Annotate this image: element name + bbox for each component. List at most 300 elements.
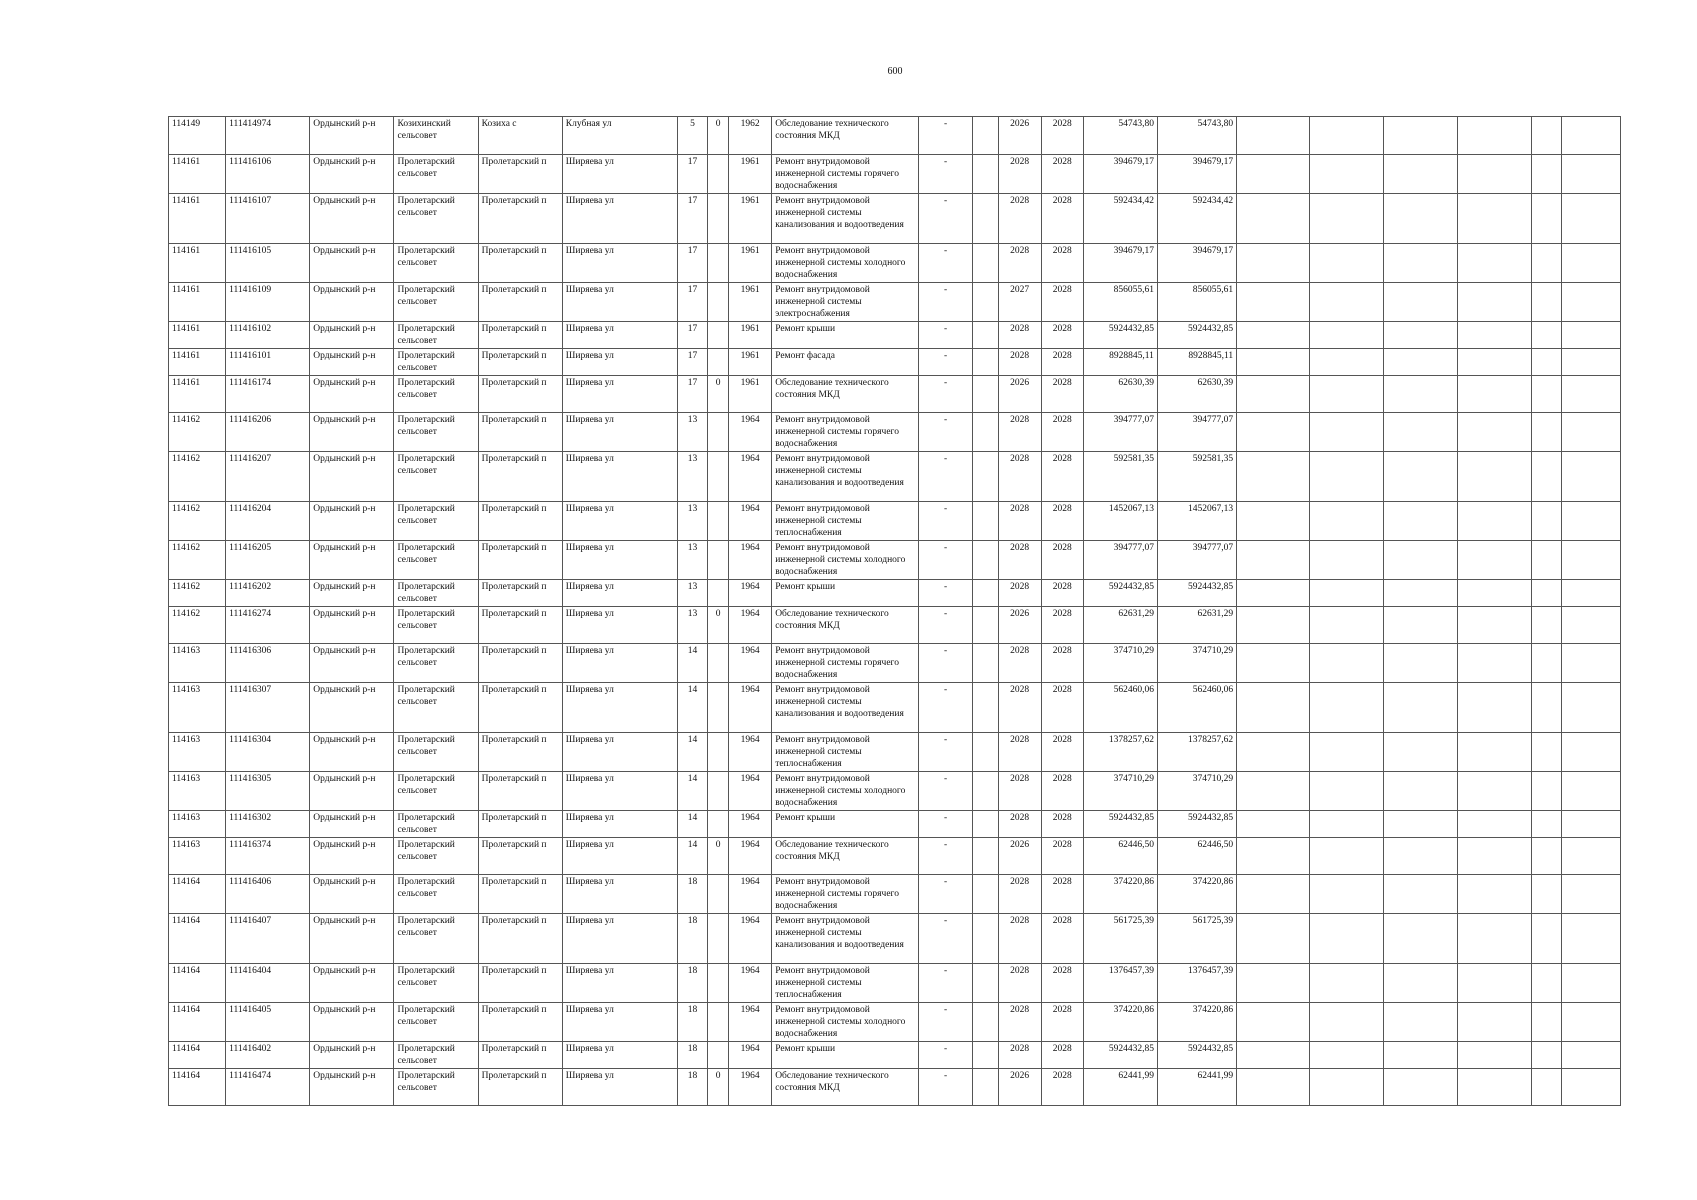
cell-house-number: 17	[678, 155, 708, 194]
table-row	[169, 644, 1621, 683]
cell-extra-6	[1561, 644, 1620, 683]
cell-settlement: Пролетарский п	[478, 772, 562, 811]
cell-extra-3	[1384, 644, 1457, 683]
cell-settlement: Пролетарский п	[478, 733, 562, 772]
cell-record-id: 114163	[169, 811, 226, 838]
cell-object-code: 111416206	[226, 413, 310, 452]
cell-total-cost: 374220,86	[1157, 875, 1236, 914]
cell-end-year: 2028	[1041, 541, 1083, 580]
cell-start-year: 2026	[998, 376, 1041, 413]
cell-street: Ширяева ул	[562, 683, 677, 733]
cell-house-number: 5	[678, 117, 708, 155]
cell-corpus	[708, 283, 729, 322]
cell-extra-1	[1237, 607, 1310, 644]
cell-council: Пролетарский сельсовет	[394, 1003, 478, 1042]
cell-council: Пролетарский сельсовет	[394, 772, 478, 811]
cell-extra-3	[1384, 155, 1457, 194]
cell-year-built: 1961	[729, 155, 772, 194]
cell-extra-3	[1384, 1042, 1457, 1069]
cell-cost: 394679,17	[1083, 155, 1157, 194]
cell-extra-3	[1384, 194, 1457, 244]
cell-total-cost: 374220,86	[1157, 1003, 1236, 1042]
cell-blank	[972, 349, 998, 376]
cell-blank	[972, 452, 998, 502]
cell-extra-5	[1531, 811, 1561, 838]
cell-extra-1	[1237, 541, 1310, 580]
cell-total-cost: 5924432,85	[1157, 1042, 1236, 1069]
cell-dash: -	[919, 838, 972, 875]
cell-extra-1	[1237, 733, 1310, 772]
cell-dash: -	[919, 283, 972, 322]
cell-house-number: 17	[678, 194, 708, 244]
cell-total-cost: 5924432,85	[1157, 811, 1236, 838]
cell-extra-1	[1237, 1069, 1310, 1106]
cell-council: Козихинский сельсовет	[394, 117, 478, 155]
cell-house-number: 14	[678, 772, 708, 811]
cell-district: Ордынский р-н	[310, 283, 394, 322]
cell-extra-6	[1561, 541, 1620, 580]
cell-dash: -	[919, 117, 972, 155]
cell-street: Ширяева ул	[562, 283, 677, 322]
cell-extra-5	[1531, 452, 1561, 502]
cell-settlement: Пролетарский п	[478, 1042, 562, 1069]
cell-extra-6	[1561, 733, 1620, 772]
cell-house-number: 18	[678, 964, 708, 1003]
cell-corpus	[708, 413, 729, 452]
cell-end-year: 2028	[1041, 607, 1083, 644]
cell-council: Пролетарский сельсовет	[394, 452, 478, 502]
cell-object-code: 111416204	[226, 502, 310, 541]
cell-council: Пролетарский сельсовет	[394, 644, 478, 683]
cell-extra-2	[1310, 349, 1384, 376]
cell-extra-1	[1237, 644, 1310, 683]
cell-work-type: Ремонт крыши	[772, 1042, 919, 1069]
cell-extra-6	[1561, 811, 1620, 838]
cell-extra-3	[1384, 875, 1457, 914]
cell-work-type: Ремонт внутридомовой инженерной системы горячего водоснабжения	[772, 155, 919, 194]
cell-end-year: 2028	[1041, 413, 1083, 452]
cell-start-year: 2028	[998, 580, 1041, 607]
cell-record-id: 114164	[169, 1003, 226, 1042]
table-row	[169, 322, 1621, 349]
cell-extra-1	[1237, 349, 1310, 376]
cell-extra-1	[1237, 811, 1310, 838]
cell-extra-6	[1561, 1003, 1620, 1042]
cell-house-number: 17	[678, 244, 708, 283]
cell-extra-6	[1561, 244, 1620, 283]
cell-cost: 374220,86	[1083, 875, 1157, 914]
cell-object-code: 111416306	[226, 644, 310, 683]
cell-extra-1	[1237, 452, 1310, 502]
cell-dash: -	[919, 644, 972, 683]
cell-dash: -	[919, 580, 972, 607]
cell-total-cost: 592581,35	[1157, 452, 1236, 502]
cell-district: Ордынский р-н	[310, 541, 394, 580]
cell-cost: 394777,07	[1083, 413, 1157, 452]
cell-year-built: 1961	[729, 322, 772, 349]
cell-extra-1	[1237, 155, 1310, 194]
cell-year-built: 1964	[729, 811, 772, 838]
cell-extra-5	[1531, 322, 1561, 349]
cell-street: Ширяева ул	[562, 1003, 677, 1042]
cell-total-cost: 394679,17	[1157, 155, 1236, 194]
cell-cost: 62631,29	[1083, 607, 1157, 644]
cell-object-code: 111416405	[226, 1003, 310, 1042]
cell-record-id: 114162	[169, 541, 226, 580]
cell-extra-6	[1561, 283, 1620, 322]
cell-work-type: Ремонт крыши	[772, 580, 919, 607]
cell-object-code: 111416107	[226, 194, 310, 244]
cell-start-year: 2028	[998, 811, 1041, 838]
cell-district: Ордынский р-н	[310, 322, 394, 349]
cell-district: Ордынский р-н	[310, 117, 394, 155]
cell-blank	[972, 322, 998, 349]
cell-extra-4	[1457, 117, 1531, 155]
cell-start-year: 2028	[998, 244, 1041, 283]
cell-corpus	[708, 452, 729, 502]
cell-object-code: 111414974	[226, 117, 310, 155]
cell-work-type: Обследование технического состояния МКД	[772, 607, 919, 644]
cell-extra-2	[1310, 283, 1384, 322]
cell-record-id: 114163	[169, 772, 226, 811]
cell-end-year: 2028	[1041, 875, 1083, 914]
cell-work-type: Обследование технического состояния МКД	[772, 838, 919, 875]
cell-end-year: 2028	[1041, 155, 1083, 194]
cell-object-code: 111416406	[226, 875, 310, 914]
cell-end-year: 2028	[1041, 452, 1083, 502]
cell-year-built: 1964	[729, 502, 772, 541]
cell-council: Пролетарский сельсовет	[394, 1042, 478, 1069]
cell-district: Ордынский р-н	[310, 683, 394, 733]
cell-extra-4	[1457, 452, 1531, 502]
cell-extra-5	[1531, 155, 1561, 194]
cell-extra-4	[1457, 1069, 1531, 1106]
cell-house-number: 18	[678, 1069, 708, 1106]
cell-extra-3	[1384, 452, 1457, 502]
cell-extra-4	[1457, 607, 1531, 644]
cell-dash: -	[919, 322, 972, 349]
cell-settlement: Пролетарский п	[478, 1003, 562, 1042]
cell-extra-5	[1531, 644, 1561, 683]
cell-extra-2	[1310, 811, 1384, 838]
cell-council: Пролетарский сельсовет	[394, 283, 478, 322]
cell-corpus	[708, 683, 729, 733]
cell-corpus	[708, 772, 729, 811]
cell-corpus	[708, 733, 729, 772]
cell-extra-2	[1310, 194, 1384, 244]
cell-council: Пролетарский сельсовет	[394, 964, 478, 1003]
table-row	[169, 194, 1621, 244]
cell-settlement: Пролетарский п	[478, 452, 562, 502]
cell-cost: 62630,39	[1083, 376, 1157, 413]
cell-year-built: 1964	[729, 580, 772, 607]
cell-year-built: 1964	[729, 875, 772, 914]
cell-extra-5	[1531, 580, 1561, 607]
cell-record-id: 114163	[169, 838, 226, 875]
cell-blank	[972, 413, 998, 452]
table-row	[169, 1069, 1621, 1106]
cell-extra-4	[1457, 811, 1531, 838]
cell-extra-4	[1457, 580, 1531, 607]
cell-object-code: 111416101	[226, 349, 310, 376]
cell-street: Ширяева ул	[562, 452, 677, 502]
cell-record-id: 114164	[169, 1069, 226, 1106]
cell-extra-3	[1384, 914, 1457, 964]
cell-work-type: Ремонт внутридомовой инженерной системы канализования и водоотведения	[772, 452, 919, 502]
cell-start-year: 2028	[998, 914, 1041, 964]
cell-extra-2	[1310, 772, 1384, 811]
cell-house-number: 18	[678, 875, 708, 914]
cell-district: Ордынский р-н	[310, 875, 394, 914]
cell-extra-4	[1457, 914, 1531, 964]
cell-council: Пролетарский сельсовет	[394, 541, 478, 580]
cell-total-cost: 5924432,85	[1157, 580, 1236, 607]
cell-work-type: Ремонт крыши	[772, 322, 919, 349]
cell-extra-5	[1531, 413, 1561, 452]
cell-council: Пролетарский сельсовет	[394, 914, 478, 964]
cell-total-cost: 856055,61	[1157, 283, 1236, 322]
cell-house-number: 13	[678, 502, 708, 541]
cell-extra-1	[1237, 1042, 1310, 1069]
cell-total-cost: 592434,42	[1157, 194, 1236, 244]
cell-start-year: 2026	[998, 607, 1041, 644]
cell-object-code: 111416404	[226, 964, 310, 1003]
cell-extra-1	[1237, 580, 1310, 607]
cell-district: Ордынский р-н	[310, 349, 394, 376]
cell-year-built: 1964	[729, 683, 772, 733]
cell-total-cost: 374710,29	[1157, 772, 1236, 811]
cell-extra-6	[1561, 117, 1620, 155]
cell-record-id: 114161	[169, 376, 226, 413]
cell-work-type: Ремонт внутридомовой инженерной системы канализования и водоотведения	[772, 683, 919, 733]
cell-year-built: 1964	[729, 452, 772, 502]
cell-record-id: 114164	[169, 964, 226, 1003]
cell-year-built: 1961	[729, 194, 772, 244]
cell-work-type: Ремонт внутридомовой инженерной системы канализования и водоотведения	[772, 194, 919, 244]
cell-end-year: 2028	[1041, 733, 1083, 772]
table-row	[169, 1003, 1621, 1042]
cell-end-year: 2028	[1041, 683, 1083, 733]
cell-extra-2	[1310, 413, 1384, 452]
table-row	[169, 244, 1621, 283]
cell-house-number: 14	[678, 683, 708, 733]
cell-extra-3	[1384, 607, 1457, 644]
cell-extra-4	[1457, 322, 1531, 349]
cell-council: Пролетарский сельсовет	[394, 607, 478, 644]
cell-house-number: 17	[678, 349, 708, 376]
cell-extra-2	[1310, 1003, 1384, 1042]
cell-blank	[972, 644, 998, 683]
cell-work-type: Ремонт внутридомовой инженерной системы холодного водоснабжения	[772, 244, 919, 283]
cell-cost: 374710,29	[1083, 644, 1157, 683]
cell-corpus: 0	[708, 607, 729, 644]
cell-year-built: 1964	[729, 541, 772, 580]
cell-object-code: 111416304	[226, 733, 310, 772]
cell-extra-6	[1561, 452, 1620, 502]
cell-blank	[972, 1042, 998, 1069]
cell-start-year: 2028	[998, 502, 1041, 541]
cell-district: Ордынский р-н	[310, 502, 394, 541]
table-row	[169, 155, 1621, 194]
cell-extra-1	[1237, 875, 1310, 914]
cell-corpus	[708, 541, 729, 580]
cell-street: Ширяева ул	[562, 1069, 677, 1106]
cell-blank	[972, 607, 998, 644]
cell-extra-2	[1310, 914, 1384, 964]
cell-extra-4	[1457, 541, 1531, 580]
table-row	[169, 1042, 1621, 1069]
cell-cost: 62446,50	[1083, 838, 1157, 875]
cell-settlement: Пролетарский п	[478, 155, 562, 194]
cell-dash: -	[919, 541, 972, 580]
cell-extra-1	[1237, 1003, 1310, 1042]
cell-dash: -	[919, 964, 972, 1003]
cell-extra-3	[1384, 413, 1457, 452]
cell-blank	[972, 283, 998, 322]
cell-extra-1	[1237, 413, 1310, 452]
cell-cost: 856055,61	[1083, 283, 1157, 322]
cell-end-year: 2028	[1041, 117, 1083, 155]
cell-district: Ордынский р-н	[310, 244, 394, 283]
cell-extra-1	[1237, 322, 1310, 349]
cell-cost: 8928845,11	[1083, 349, 1157, 376]
cell-dash: -	[919, 875, 972, 914]
cell-work-type: Ремонт внутридомовой инженерной системы горячего водоснабжения	[772, 644, 919, 683]
cell-extra-4	[1457, 194, 1531, 244]
cell-year-built: 1961	[729, 244, 772, 283]
cell-dash: -	[919, 772, 972, 811]
cell-settlement: Пролетарский п	[478, 283, 562, 322]
table-row	[169, 502, 1621, 541]
cell-extra-5	[1531, 875, 1561, 914]
cell-extra-3	[1384, 1069, 1457, 1106]
cell-start-year: 2028	[998, 772, 1041, 811]
cell-house-number: 18	[678, 914, 708, 964]
cell-extra-1	[1237, 244, 1310, 283]
cell-corpus: 0	[708, 1069, 729, 1106]
table-row	[169, 541, 1621, 580]
cell-year-built: 1964	[729, 644, 772, 683]
cell-blank	[972, 580, 998, 607]
cell-street: Ширяева ул	[562, 349, 677, 376]
cell-extra-6	[1561, 349, 1620, 376]
cell-record-id: 114164	[169, 1042, 226, 1069]
cell-end-year: 2028	[1041, 349, 1083, 376]
cell-extra-2	[1310, 376, 1384, 413]
cell-dash: -	[919, 607, 972, 644]
cell-district: Ордынский р-н	[310, 607, 394, 644]
cell-cost: 5924432,85	[1083, 322, 1157, 349]
cell-end-year: 2028	[1041, 502, 1083, 541]
cell-end-year: 2028	[1041, 1003, 1083, 1042]
cell-cost: 54743,80	[1083, 117, 1157, 155]
cell-extra-3	[1384, 683, 1457, 733]
cell-work-type: Ремонт внутридомовой инженерной системы холодного водоснабжения	[772, 541, 919, 580]
cell-street: Клубная ул	[562, 117, 677, 155]
cell-extra-5	[1531, 194, 1561, 244]
cell-extra-3	[1384, 772, 1457, 811]
cell-district: Ордынский р-н	[310, 838, 394, 875]
cell-house-number: 14	[678, 644, 708, 683]
cell-year-built: 1961	[729, 376, 772, 413]
cell-settlement: Пролетарский п	[478, 875, 562, 914]
cell-corpus	[708, 155, 729, 194]
cell-cost: 592581,35	[1083, 452, 1157, 502]
cell-street: Ширяева ул	[562, 155, 677, 194]
cell-extra-3	[1384, 733, 1457, 772]
cell-end-year: 2028	[1041, 964, 1083, 1003]
cell-extra-5	[1531, 1042, 1561, 1069]
cell-house-number: 14	[678, 811, 708, 838]
cell-dash: -	[919, 811, 972, 838]
cell-street: Ширяева ул	[562, 244, 677, 283]
cell-council: Пролетарский сельсовет	[394, 811, 478, 838]
cell-extra-4	[1457, 875, 1531, 914]
cell-end-year: 2028	[1041, 322, 1083, 349]
cell-total-cost: 374710,29	[1157, 644, 1236, 683]
cell-extra-1	[1237, 502, 1310, 541]
cell-start-year: 2028	[998, 875, 1041, 914]
cell-work-type: Ремонт внутридомовой инженерной системы теплоснабжения	[772, 502, 919, 541]
cell-extra-3	[1384, 1003, 1457, 1042]
cell-extra-2	[1310, 733, 1384, 772]
cell-corpus	[708, 964, 729, 1003]
cell-dash: -	[919, 244, 972, 283]
cell-settlement: Пролетарский п	[478, 502, 562, 541]
cell-extra-1	[1237, 772, 1310, 811]
cell-extra-3	[1384, 838, 1457, 875]
cell-extra-3	[1384, 283, 1457, 322]
cell-council: Пролетарский сельсовет	[394, 349, 478, 376]
cell-dash: -	[919, 1042, 972, 1069]
cell-council: Пролетарский сельсовет	[394, 683, 478, 733]
cell-council: Пролетарский сельсовет	[394, 194, 478, 244]
cell-street: Ширяева ул	[562, 644, 677, 683]
cell-total-cost: 561725,39	[1157, 914, 1236, 964]
cell-object-code: 111416402	[226, 1042, 310, 1069]
cell-extra-1	[1237, 117, 1310, 155]
cell-street: Ширяева ул	[562, 376, 677, 413]
cell-start-year: 2028	[998, 155, 1041, 194]
cell-settlement: Пролетарский п	[478, 413, 562, 452]
cell-extra-4	[1457, 349, 1531, 376]
table-row	[169, 413, 1621, 452]
cell-extra-5	[1531, 914, 1561, 964]
cell-start-year: 2028	[998, 194, 1041, 244]
cell-total-cost: 5924432,85	[1157, 322, 1236, 349]
cell-settlement: Пролетарский п	[478, 580, 562, 607]
cell-object-code: 111416307	[226, 683, 310, 733]
cell-extra-2	[1310, 683, 1384, 733]
cell-work-type: Ремонт внутридомовой инженерной системы теплоснабжения	[772, 964, 919, 1003]
cell-total-cost: 394777,07	[1157, 541, 1236, 580]
table-row	[169, 838, 1621, 875]
cell-object-code: 111416105	[226, 244, 310, 283]
cell-start-year: 2028	[998, 1042, 1041, 1069]
cell-start-year: 2028	[998, 349, 1041, 376]
cell-total-cost: 394679,17	[1157, 244, 1236, 283]
cell-district: Ордынский р-н	[310, 1003, 394, 1042]
cell-cost: 1378257,62	[1083, 733, 1157, 772]
cell-district: Ордынский р-н	[310, 580, 394, 607]
cell-extra-6	[1561, 580, 1620, 607]
cell-object-code: 111416202	[226, 580, 310, 607]
cell-year-built: 1964	[729, 1003, 772, 1042]
cell-extra-6	[1561, 502, 1620, 541]
cell-extra-6	[1561, 1069, 1620, 1106]
cell-total-cost: 394777,07	[1157, 413, 1236, 452]
cell-start-year: 2028	[998, 964, 1041, 1003]
